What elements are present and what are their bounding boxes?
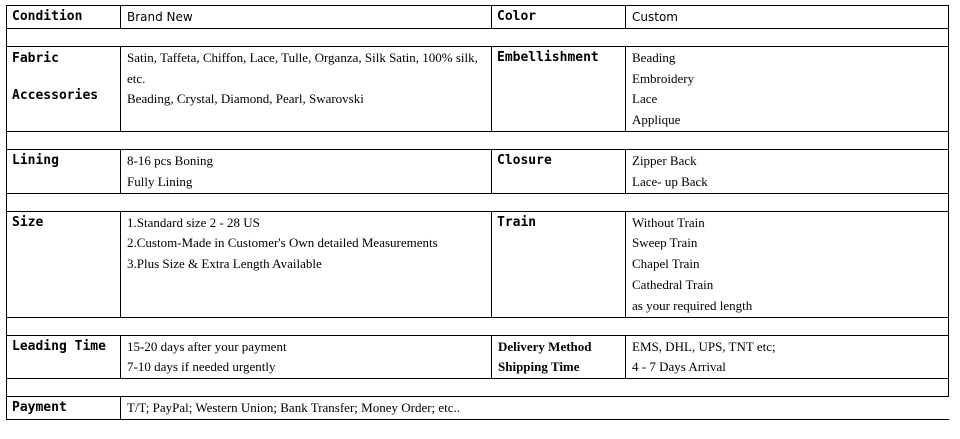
- train-values: [626, 211, 949, 317]
- size-values: [121, 211, 492, 317]
- row-fabric: [7, 46, 949, 131]
- condition-label: Condition: [7, 6, 121, 29]
- lining-label: Lining: [7, 149, 121, 193]
- fabric-value: Satin, Taffeta, Chiffon, Lace, Tulle, Organza, Silk Satin, 100% silk, etc.: [127, 49, 478, 86]
- delivery-shipping-values: [626, 335, 949, 379]
- fabric-accessories-labels: [7, 46, 121, 131]
- leading-time-label: Leading Time: [7, 335, 121, 379]
- train-item: Without Train: [632, 214, 705, 230]
- color-label: Color: [492, 6, 626, 29]
- embellishment-label: Embellishment: [492, 46, 626, 131]
- row-condition: [7, 6, 949, 29]
- accessories-label: Accessories: [12, 87, 99, 103]
- spacer-row: [7, 317, 949, 335]
- row-payment: [7, 397, 949, 420]
- embellishment-item: Beading: [632, 49, 676, 65]
- lining-item: 8-16 pcs Boning: [127, 152, 213, 168]
- embellishment-item: Applique: [632, 112, 681, 128]
- train-label: Train: [492, 211, 626, 317]
- color-value: Custom: [626, 6, 949, 29]
- delivery-shipping-labels: [492, 335, 626, 379]
- delivery-method-label: Delivery Method: [498, 338, 592, 354]
- embellishment-values: [626, 46, 949, 131]
- leading-time-item: 15-20 days after your payment: [127, 338, 287, 354]
- product-spec-sheet: [6, 5, 949, 420]
- row-leading-time: [7, 335, 949, 379]
- size-label: Size: [7, 211, 121, 317]
- train-item: Cathedral Train: [632, 276, 714, 292]
- spacer-row: [7, 28, 949, 46]
- payment-label: Payment: [7, 397, 121, 420]
- closure-label: Closure: [492, 149, 626, 193]
- delivery-method-value: EMS, DHL, UPS, TNT etc;: [632, 338, 776, 354]
- row-size: [7, 211, 949, 317]
- train-item: as your required length: [632, 297, 753, 313]
- embellishment-item: Lace: [632, 91, 658, 107]
- shipping-time-value: 4 - 7 Days Arrival: [632, 359, 726, 375]
- leading-time-item: 7-10 days if needed urgently: [127, 359, 276, 375]
- closure-item: Zipper Back: [632, 152, 697, 168]
- spec-table: [6, 5, 949, 420]
- lining-values: [121, 149, 492, 193]
- fabric-accessories-values: [121, 46, 492, 131]
- spacer-row: [7, 193, 949, 211]
- shipping-time-label: Shipping Time: [498, 359, 580, 375]
- size-item: 2.Custom-Made in Customer's Own detailed Measurements: [127, 235, 438, 251]
- size-item: 1.Standard size 2 - 28 US: [127, 214, 260, 230]
- leading-time-values: [121, 335, 492, 379]
- condition-value: Brand New: [121, 6, 492, 29]
- train-item: Sweep Train: [632, 235, 698, 251]
- fabric-label: Fabric: [12, 50, 59, 66]
- spacer-row: [7, 379, 949, 397]
- embellishment-item: Embroidery: [632, 70, 695, 86]
- closure-values: [626, 149, 949, 193]
- accessories-value: Beading, Crystal, Diamond, Pearl, Swarovski: [127, 91, 364, 107]
- size-item: 3.Plus Size & Extra Length Available: [127, 256, 322, 272]
- closure-item: Lace- up Back: [632, 173, 708, 189]
- spacer-row: [7, 131, 949, 149]
- train-item: Chapel Train: [632, 256, 700, 272]
- row-lining: [7, 149, 949, 193]
- lining-item: Fully Lining: [127, 173, 193, 189]
- payment-value: T/T; PayPal; Western Union; Bank Transfer; Money Order; etc..: [121, 397, 949, 420]
